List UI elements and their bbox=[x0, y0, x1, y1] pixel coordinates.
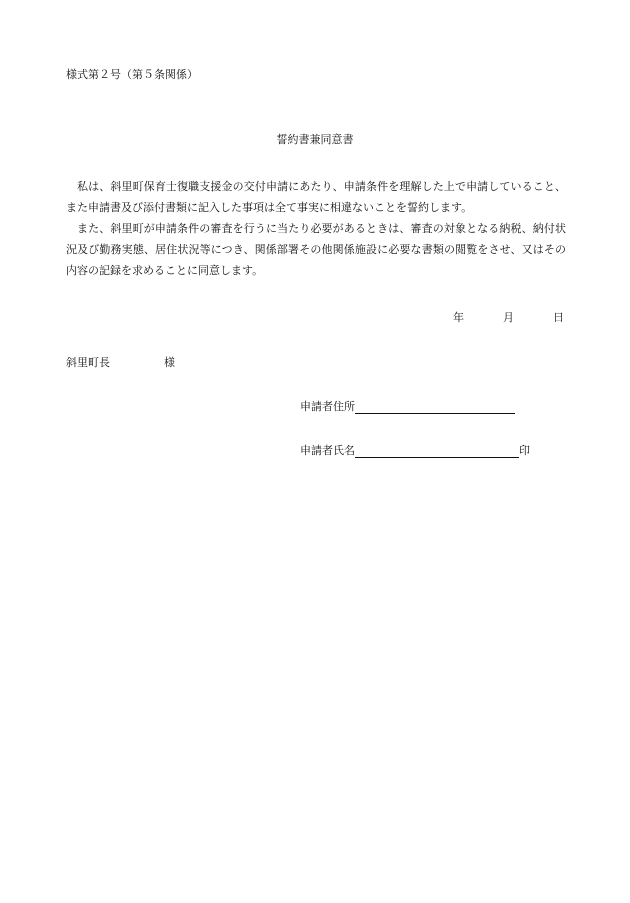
applicant-address-label: 申請者住所 bbox=[300, 400, 355, 413]
date-month: 月 bbox=[503, 311, 514, 324]
pledge-paragraph: 私は、斜里町保育士復職支援金の交付申請にあたり、申請条件を理解した上で申請していること、また申請書及び添付書類に記入した事項は全て事実に相違ないことを誓約します。 bbox=[66, 180, 566, 214]
date-day: 日 bbox=[553, 311, 564, 324]
addressee bbox=[66, 354, 175, 370]
date-line bbox=[414, 309, 564, 325]
document-title: 誓約書兼同意書 bbox=[276, 133, 354, 146]
applicant-address-line[interactable] bbox=[355, 399, 515, 414]
applicant-name-line[interactable] bbox=[355, 443, 519, 458]
form-number: 様式第２号（第５条関係） bbox=[66, 68, 198, 81]
pledge-body bbox=[66, 176, 566, 281]
date-year: 年 bbox=[453, 311, 464, 324]
consent-paragraph: また、斜里町が申請条件の審査を行うに当たり必要があるときは、審査の対象となる納税、納付状況及び勤務実態、居住状況等につき、関係部署その他関係施設に必要な書類の閲覧をさせ、又はその内容の記録を求めることに同意します。 bbox=[66, 222, 566, 277]
applicant-address-field[interactable] bbox=[300, 398, 515, 414]
addressee-honorific: 様 bbox=[164, 356, 175, 369]
seal-mark: 印 bbox=[519, 444, 530, 457]
addressee-title: 斜里町長 bbox=[66, 356, 110, 369]
applicant-name-label: 申請者氏名 bbox=[300, 444, 355, 457]
applicant-name-field[interactable] bbox=[300, 442, 530, 458]
